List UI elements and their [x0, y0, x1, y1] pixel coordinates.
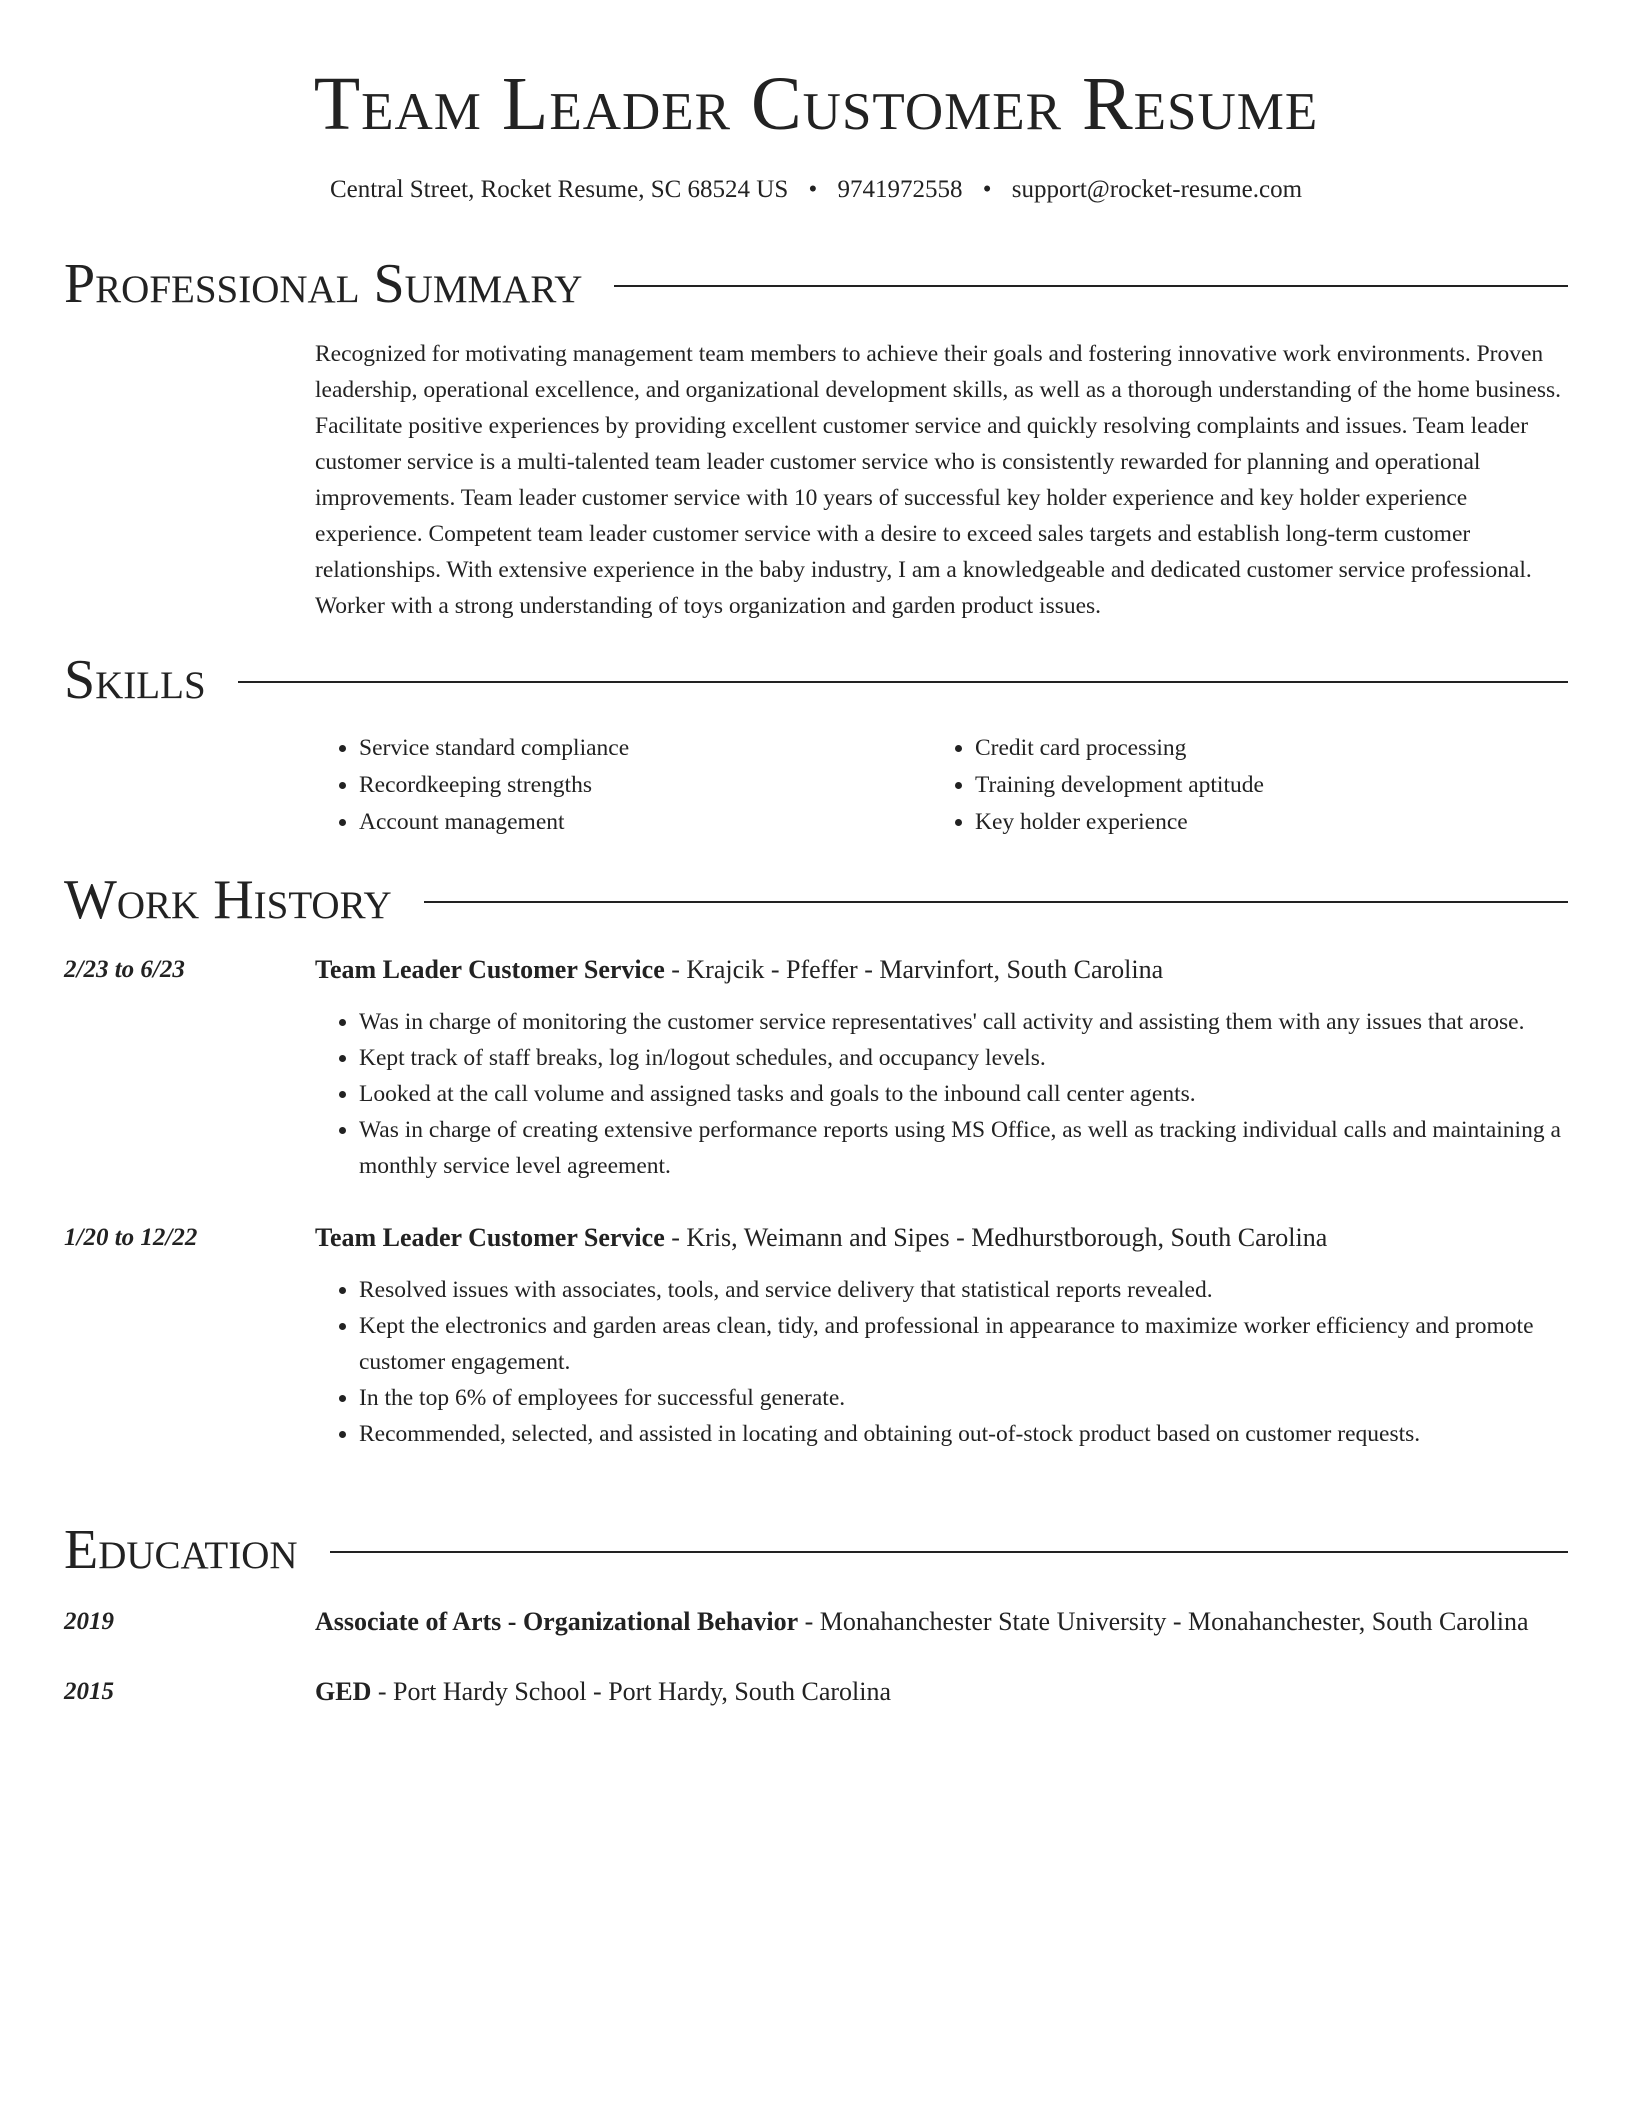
job-bullet: • Resolved issues with associates, tools, and service delivery that statistical reports revealed. [359, 1272, 1568, 1308]
skill-item: • Training development aptitude [975, 767, 1547, 804]
degree-title: Associate of Arts - Organizational Behavior [315, 1607, 799, 1636]
job-details: - Krajcik - Pfeffer - Marvinfort, South Carolina [664, 955, 1164, 984]
contact-phone: 9741972558 [837, 176, 963, 203]
skills-grid [315, 730, 1568, 841]
job-title: Team Leader Customer Service [315, 955, 665, 984]
education-entry-main [315, 1674, 1568, 1710]
job-details: - Kris, Weimann and Sipes - Medhurstborough, South Carolina [664, 1223, 1328, 1252]
work-entry-main [315, 1220, 1568, 1452]
skills-title: Skills [64, 649, 206, 711]
work-dates: 2/23 to 6/23 [64, 956, 185, 983]
section-divider [614, 285, 1568, 287]
contact-address: Central Street, Rocket Resume, SC 68524 US [329, 176, 789, 203]
work-section [64, 868, 1568, 1452]
job-bullets [315, 1004, 1568, 1184]
education-entry-main [315, 1604, 1568, 1640]
contact-line [64, 172, 1568, 208]
education-entry [64, 1674, 1568, 1710]
skills-list-left [315, 730, 931, 841]
skill-item: • Key holder experience [975, 804, 1547, 841]
job-bullet: • Was in charge of monitoring the customer service representatives' call activity and assisting them with any issues that arose. [359, 1004, 1568, 1040]
skill-item: • Recordkeeping strengths [359, 767, 931, 804]
job-bullet: • Was in charge of creating extensive performance reports using MS Office, as well as tracking individual calls and maintaining a monthly service level agreement. [359, 1112, 1568, 1184]
work-entry-heading [315, 952, 1568, 988]
summary-title: Professional Summary [64, 253, 583, 315]
skills-list-right [931, 730, 1547, 841]
job-bullet: • Looked at the call volume and assigned tasks and goals to the inbound call center agents. [359, 1076, 1568, 1112]
school-details: - Monahanchester State University - Monahanchester, South Carolina [798, 1607, 1529, 1636]
education-header [64, 1518, 1568, 1582]
skill-item: • Account management [359, 804, 931, 841]
education-year: 2019 [64, 1608, 114, 1635]
work-entry-heading [315, 1220, 1568, 1256]
summary-section [64, 252, 1568, 624]
school-details: - Port Hardy School - Port Hardy, South Carolina [371, 1677, 892, 1706]
degree-title: GED [315, 1677, 372, 1706]
education-title: Education [64, 1519, 298, 1581]
work-entry [64, 952, 1568, 1184]
work-entry [64, 1220, 1568, 1452]
education-heading [315, 1674, 1568, 1710]
job-bullet: • Kept track of staff breaks, log in/logout schedules, and occupancy levels. [359, 1040, 1568, 1076]
skills-body [315, 730, 1568, 841]
resume-title: Team Leader Customer Resume [313, 62, 1319, 146]
summary-header [64, 252, 1568, 316]
job-bullet: • Kept the electronics and garden areas clean, tidy, and professional in appearance to maximize worker efficiency and promote customer engagement. [359, 1308, 1568, 1380]
education-section [64, 1518, 1568, 1710]
education-entry [64, 1604, 1568, 1640]
work-header [64, 868, 1568, 932]
section-divider [330, 1551, 1568, 1553]
education-heading [315, 1604, 1568, 1640]
summary-text: Recognized for motivating management team members to achieve their goals and fostering innovative work environments. Proven leadership, operational excellence, and organizational development skills, as well as a thorough understanding of the home business. Facilitate positive experiences by providing excellent customer service and quickly resolving complaints and issues. Team leader customer service is a multi-talented team leader customer service who is consistently rewarded for planning and operational improvements. Team leader customer service with 10 years of successful key holder experience and key holder experience experience. Competent team leader customer service with a desire to exceed sales targets and establish long-term customer relationships. With extensive experience in the baby industry, I am a knowledgeable and dedicated customer service professional. Worker with a strong understanding of toys organization and garden product issues. [315, 341, 1562, 619]
job-bullet: • Recommended, selected, and assisted in locating and obtaining out-of-stock product based on customer requests. [359, 1416, 1568, 1452]
contact-separator: • [808, 176, 818, 203]
section-divider [238, 681, 1568, 683]
job-title: Team Leader Customer Service [315, 1223, 665, 1252]
work-dates: 1/20 to 12/22 [64, 1224, 198, 1251]
contact-separator: • [982, 176, 992, 203]
skills-section [64, 648, 1568, 841]
work-title: Work History [64, 869, 392, 931]
work-entry-main [315, 952, 1568, 1184]
contact-email: support@rocket-resume.com [1011, 176, 1303, 203]
job-bullets [315, 1272, 1568, 1452]
job-bullet: • In the top 6% of employees for successful generate. [359, 1380, 1568, 1416]
skills-header [64, 648, 1568, 712]
skill-item: • Credit card processing [975, 730, 1547, 767]
skill-item: • Service standard compliance [359, 730, 931, 767]
section-divider [424, 901, 1568, 903]
education-year: 2015 [64, 1678, 114, 1705]
summary-body [315, 336, 1568, 624]
